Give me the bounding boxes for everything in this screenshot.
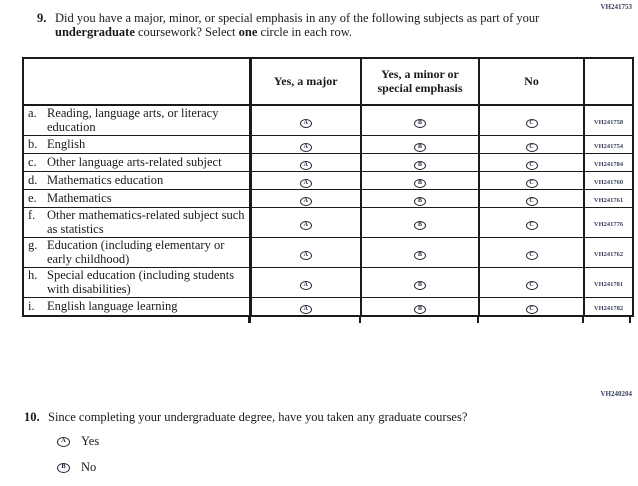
answer-bubble-b[interactable]: B [414, 143, 426, 152]
question-9 [37, 12, 571, 39]
table-column-stub [477, 317, 479, 323]
row-code: VH241754 [593, 143, 624, 150]
row-code: VH241762 [593, 251, 624, 258]
question-10 [24, 411, 467, 425]
answer-bubble-c[interactable]: C [526, 143, 538, 152]
row-letter: c. [28, 154, 37, 169]
answer-bubble-c[interactable]: C [526, 119, 538, 128]
bold-one: one [238, 24, 258, 39]
answer-cell [250, 190, 361, 208]
row-label: Mathematics education [47, 172, 164, 187]
answer-cell [361, 136, 479, 154]
row-letter: b. [28, 136, 38, 151]
subject-cell [23, 298, 250, 317]
answer-cell [479, 268, 584, 298]
answer-cell [479, 172, 584, 190]
table-row [23, 190, 633, 208]
subject-rows [23, 105, 633, 316]
column-header-yes-minor: Yes, a minor or special emphasis [361, 58, 479, 105]
answer-bubble-b[interactable]: B [414, 197, 426, 206]
table-row [23, 172, 633, 190]
question-10-number: 10. [24, 410, 40, 424]
answer-bubble-a[interactable]: A [300, 143, 312, 152]
answer-cell [479, 208, 584, 238]
answer-bubble-a[interactable]: A [300, 251, 312, 260]
subjects-table-wrap [22, 57, 632, 317]
answer-cell [361, 190, 479, 208]
answer-cell [250, 105, 361, 136]
table-column-stub [582, 317, 584, 323]
answer-bubble-a[interactable]: A [300, 281, 312, 290]
answer-cell [361, 208, 479, 238]
row-letter: f. [28, 208, 36, 222]
table-column-stub [248, 317, 251, 323]
subject-cell [23, 268, 250, 298]
row-letter: e. [28, 190, 37, 205]
answer-cell [250, 268, 361, 298]
answer-cell [250, 136, 361, 154]
answer-cell [250, 208, 361, 238]
table-row [23, 154, 633, 172]
subject-cell [23, 238, 250, 268]
row-code: VH241776 [593, 221, 624, 228]
row-code: VH241761 [593, 197, 624, 204]
answer-cell [479, 190, 584, 208]
answer-bubble-a[interactable]: A [300, 305, 312, 314]
answer-cell [479, 136, 584, 154]
answer-cell [361, 238, 479, 268]
header-empty-code [584, 58, 633, 105]
answer-bubble-b[interactable]: B [414, 305, 426, 314]
row-letter: h. [28, 268, 38, 282]
answer-bubble-c[interactable]: C [526, 179, 538, 188]
answer-bubble-a[interactable]: A [57, 437, 70, 447]
option-label: Yes [81, 434, 100, 448]
answer-bubble-a[interactable]: A [300, 221, 312, 230]
column-header-yes-major: Yes, a major [250, 58, 361, 105]
answer-bubble-b[interactable]: B [414, 251, 426, 260]
table-row [23, 208, 633, 238]
subject-cell [23, 172, 250, 190]
answer-bubble-c[interactable]: C [526, 305, 538, 314]
answer-cell [479, 154, 584, 172]
answer-bubble-c[interactable]: C [526, 281, 538, 290]
answer-bubble-b[interactable]: B [414, 119, 426, 128]
row-code: VH241781 [593, 281, 624, 288]
table-row [23, 298, 633, 317]
subject-cell [23, 190, 250, 208]
table-row [23, 238, 633, 268]
header-row [23, 58, 633, 105]
answer-cell [250, 172, 361, 190]
answer-bubble-c[interactable]: C [526, 161, 538, 170]
answer-cell [479, 105, 584, 136]
answer-bubble-b[interactable]: B [57, 463, 70, 473]
answer-cell [250, 154, 361, 172]
table-row [23, 105, 633, 136]
answer-bubble-b[interactable]: B [414, 281, 426, 290]
table-column-stub [359, 317, 361, 323]
subject-cell [23, 154, 250, 172]
answer-cell [361, 268, 479, 298]
answer-cell [361, 154, 479, 172]
answer-bubble-b[interactable]: B [414, 179, 426, 188]
table-row [23, 136, 633, 154]
row-code: VH241784 [593, 161, 624, 168]
bold-undergraduate: undergraduate [55, 24, 135, 39]
answer-bubble-c[interactable]: C [526, 221, 538, 230]
option-label: No [81, 460, 97, 474]
question-9-number: 9. [37, 11, 47, 25]
subjects-table [22, 57, 634, 317]
row-label: Other mathematics-related subject such as statistics [47, 208, 245, 236]
answer-bubble-b[interactable]: B [414, 161, 426, 170]
answer-cell [250, 298, 361, 317]
question-9-text: Did you have a major, minor, or special emphasis in any of the following subjects as part of your undergraduate coursework? Select one circle in each row. [55, 11, 540, 39]
accession-code-q10: VH240204 [600, 390, 632, 398]
answer-cell [479, 298, 584, 317]
row-label: Mathematics [47, 190, 112, 205]
question-10-text: Since completing your undergraduate degree, have you taken any graduate courses? [48, 410, 468, 424]
answer-bubble-c[interactable]: C [526, 251, 538, 260]
row-label: English language learning [47, 298, 178, 313]
answer-cell [361, 298, 479, 317]
answer-bubble-b[interactable]: B [414, 221, 426, 230]
row-code: VH241782 [593, 305, 624, 312]
answer-cell [250, 238, 361, 268]
table-column-stub [629, 317, 631, 323]
answer-cell [479, 238, 584, 268]
q10-option-no [57, 460, 99, 475]
answer-bubble-a[interactable]: A [300, 161, 312, 170]
answer-bubble-a[interactable]: A [300, 119, 312, 128]
row-label: Education (including elementary or early childhood) [47, 238, 225, 266]
answer-bubble-a[interactable]: A [300, 179, 312, 188]
row-code: VH241758 [593, 119, 624, 126]
subject-cell [23, 208, 250, 238]
q10-option-yes [57, 434, 99, 449]
row-letter: g. [28, 238, 38, 252]
q10-options [57, 434, 99, 486]
row-label: Reading, language arts, or literacy education [47, 106, 219, 134]
row-letter: i. [28, 298, 35, 313]
subject-cell [23, 105, 250, 136]
accession-code-q9: VH241753 [600, 3, 632, 11]
row-letter: a. [28, 106, 37, 120]
column-header-no: No [479, 58, 584, 105]
header-empty-label [23, 58, 250, 105]
row-label: Special education (including students with disabilities) [47, 268, 235, 296]
answer-cell [361, 172, 479, 190]
answer-bubble-c[interactable]: C [526, 197, 538, 206]
answer-cell [361, 105, 479, 136]
row-label: English [47, 136, 86, 151]
subject-cell [23, 136, 250, 154]
row-code: VH241760 [593, 179, 624, 186]
answer-bubble-a[interactable]: A [300, 197, 312, 206]
table-row [23, 268, 633, 298]
row-label: Other language arts-related subject [47, 154, 222, 169]
row-letter: d. [28, 172, 38, 187]
